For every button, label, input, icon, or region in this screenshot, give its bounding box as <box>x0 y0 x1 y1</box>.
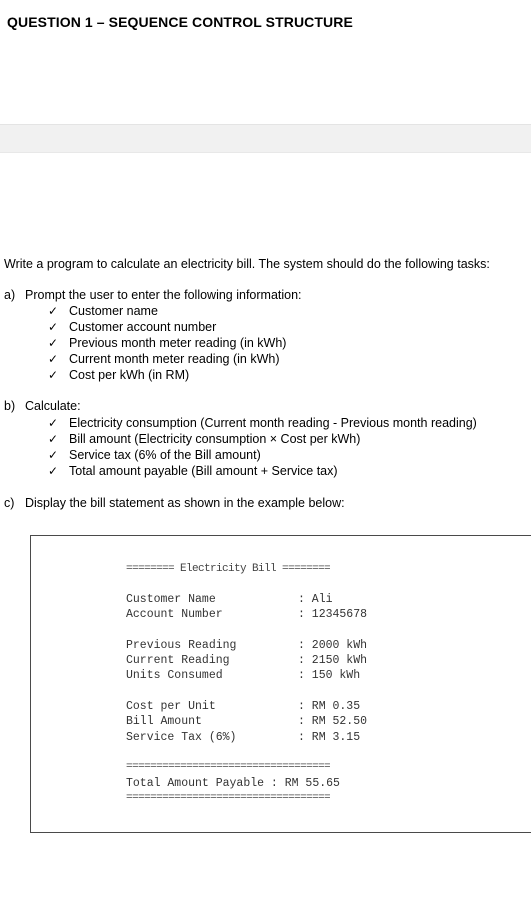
bill-total: Total Amount Payable : RM 55.65 <box>126 777 340 790</box>
bill-row-value: : RM 3.15 <box>298 731 361 744</box>
bill-row-value: : 2150 kWh <box>298 654 368 667</box>
section-c-letter: c) <box>4 496 15 510</box>
checkmark-icon: ✓ <box>48 352 59 366</box>
bill-row-label: Units Consumed <box>126 669 223 682</box>
checkmark-icon: ✓ <box>48 416 59 430</box>
list-item <box>48 367 286 383</box>
section-a-label <box>4 288 302 302</box>
checkmark-icon: ✓ <box>48 368 59 382</box>
list-item <box>48 303 286 319</box>
bill-row-label: Bill Amount <box>126 715 202 728</box>
list-item-text: Electricity consumption (Current month reading - Previous month reading) <box>69 416 477 430</box>
bill-row-label: Account Number <box>126 608 223 621</box>
list-item <box>48 463 477 479</box>
bill-separator-bottom: ================================== <box>126 792 331 804</box>
section-b-text: Calculate: <box>25 399 81 413</box>
bill-row-label: Cost per Unit <box>126 700 216 713</box>
section-b-letter: b) <box>4 399 16 413</box>
section-b-label <box>4 399 81 413</box>
checkmark-icon: ✓ <box>48 464 59 478</box>
question-title: QUESTION 1 – SEQUENCE CONTROL STRUCTURE <box>7 14 353 30</box>
bill-row-value: : 12345678 <box>298 608 368 621</box>
bill-row-value: : Ali <box>298 593 333 606</box>
list-item-text: Total amount payable (Bill amount + Service tax) <box>69 464 338 478</box>
list-item-text: Bill amount (Electricity consumption × Cost per kWh) <box>69 432 361 446</box>
checkmark-icon: ✓ <box>48 336 59 350</box>
list-item-text: Current month meter reading (in kWh) <box>69 352 280 366</box>
checkmark-icon: ✓ <box>48 448 59 462</box>
checkmark-icon: ✓ <box>48 320 59 334</box>
list-item <box>48 447 477 463</box>
bill-row-value: : 2000 kWh <box>298 639 368 652</box>
bill-row-label: Current Reading <box>126 654 230 667</box>
bill-row-value: : RM 0.35 <box>298 700 361 713</box>
section-b-list <box>48 415 477 479</box>
list-item-text: Previous month meter reading (in kWh) <box>69 336 287 350</box>
intro-text: Write a program to calculate an electricity bill. The system should do the following tasks: <box>4 257 490 271</box>
list-item <box>48 335 286 351</box>
list-item-text: Cost per kWh (in RM) <box>69 368 190 382</box>
section-a-letter: a) <box>4 288 16 302</box>
section-c-text: Display the bill statement as shown in the example below: <box>25 496 345 510</box>
list-item-text: Service tax (6% of the Bill amount) <box>69 448 261 462</box>
section-c-label <box>4 496 345 510</box>
bill-row-label: Service Tax (6%) <box>126 731 237 744</box>
list-item-text: Customer account number <box>69 320 217 334</box>
section-a-text: Prompt the user to enter the following information: <box>25 288 302 302</box>
bill-row-value: : 150 kWh <box>298 669 361 682</box>
bill-row-label: Customer Name <box>126 593 216 606</box>
list-item <box>48 415 477 431</box>
checkmark-icon: ✓ <box>48 304 59 318</box>
list-item <box>48 319 286 335</box>
list-item-text: Customer name <box>69 304 158 318</box>
bill-row-label: Previous Reading <box>126 639 237 652</box>
section-a-list <box>48 303 286 383</box>
bill-row-value: : RM 52.50 <box>298 715 368 728</box>
blank-band <box>0 124 531 153</box>
bill-separator-top: ================================== <box>126 761 331 773</box>
list-item <box>48 431 477 447</box>
list-item <box>48 351 286 367</box>
bill-header: ======== Electricity Bill ======== <box>126 563 331 575</box>
checkmark-icon: ✓ <box>48 432 59 446</box>
